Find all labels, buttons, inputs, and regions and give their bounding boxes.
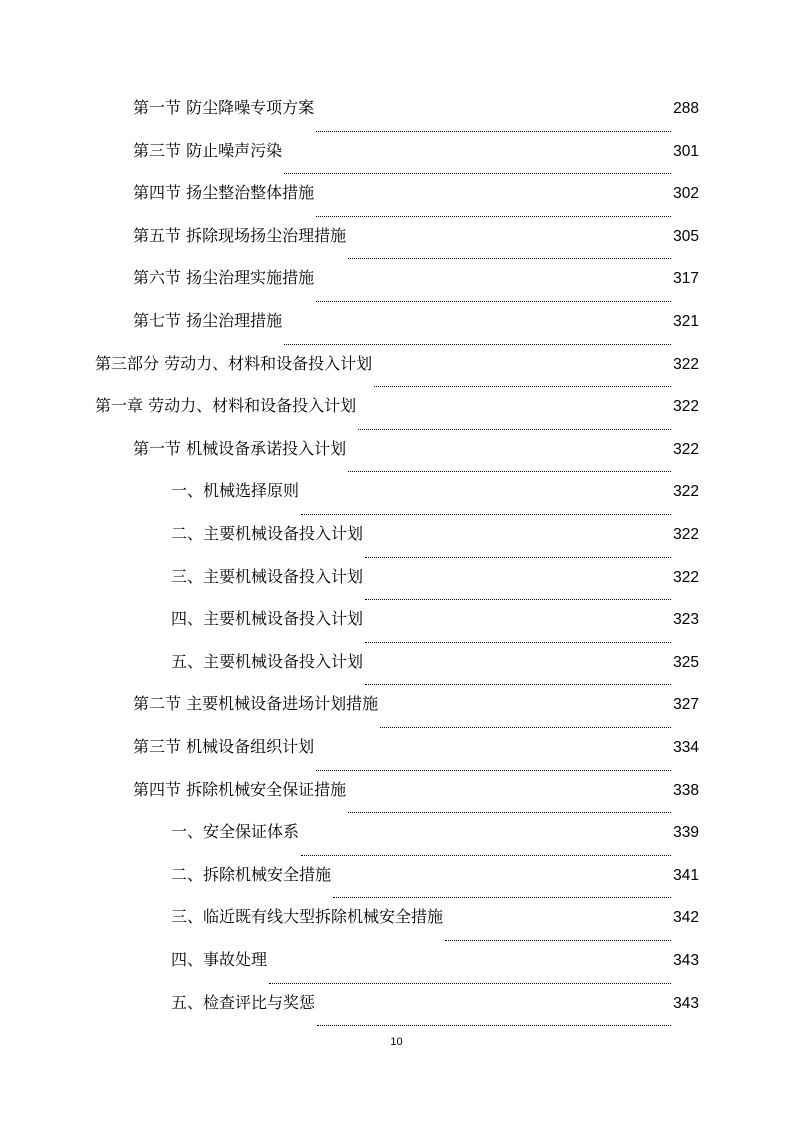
toc-entry-page: 342 <box>673 909 699 927</box>
toc-entry-label: 二、主要机械设备投入计划 <box>171 524 364 543</box>
dot-leader <box>284 343 671 345</box>
toc-entry[interactable] <box>95 351 699 394</box>
toc-entry-page: 322 <box>673 398 699 416</box>
toc-entry-label: 第三节 防止噪声污染 <box>133 140 283 160</box>
toc-entry-label: 第一节 机械设备承诺投入计划 <box>133 438 347 458</box>
dot-leader <box>301 513 671 515</box>
dot-leader <box>269 982 671 984</box>
page-number: 10 <box>390 1036 403 1048</box>
toc-entry-label: 一、机械选择原则 <box>171 481 300 501</box>
toc-entry-page: 322 <box>673 440 699 458</box>
toc-entry[interactable] <box>171 947 699 990</box>
dot-leader <box>445 939 671 941</box>
toc-entry[interactable] <box>95 393 699 436</box>
toc-entry[interactable] <box>133 436 699 479</box>
toc-entry[interactable] <box>133 734 699 777</box>
toc-entry[interactable] <box>133 691 699 734</box>
toc-entry-label: 二、拆除机械安全措施 <box>171 864 332 884</box>
dot-leader <box>365 683 671 685</box>
toc-entry-label: 五、检查评比与奖惩 <box>171 992 316 1012</box>
toc-entry-page: 322 <box>673 568 699 586</box>
toc-entry[interactable] <box>171 564 699 607</box>
toc-entry-page: 327 <box>673 696 699 714</box>
toc-entry[interactable] <box>133 223 699 266</box>
dot-leader <box>333 896 671 898</box>
toc-entry[interactable] <box>171 521 699 564</box>
toc-entry-label: 第四节 拆除机械安全保证措施 <box>133 779 347 799</box>
toc-entry-label: 第六节 扬尘治理实施措施 <box>133 268 315 288</box>
toc-entry-label: 第一章 劳动力、材料和设备投入计划 <box>95 396 357 416</box>
dot-leader <box>316 215 671 217</box>
toc-entry-page: 322 <box>673 355 699 373</box>
toc-entry-page: 339 <box>673 824 699 842</box>
dot-leader <box>348 811 671 813</box>
toc-entry[interactable] <box>133 308 699 351</box>
toc-entry[interactable] <box>171 606 699 649</box>
dot-leader <box>284 172 671 174</box>
dot-leader <box>358 428 671 430</box>
toc-entry-label: 第三节 机械设备组织计划 <box>133 737 315 756</box>
toc-entry-page: 302 <box>673 185 699 203</box>
toc-entry-page: 334 <box>673 739 699 756</box>
dot-leader <box>316 300 671 302</box>
toc-entry[interactable] <box>171 819 699 862</box>
toc-entry-page: 343 <box>673 952 699 969</box>
toc-entry[interactable] <box>171 862 699 905</box>
toc-entry-page: 305 <box>673 227 699 245</box>
dot-leader <box>301 854 671 856</box>
toc-entry-page: 288 <box>673 100 699 117</box>
toc-entry-page: 322 <box>673 483 699 501</box>
toc-entry-label: 第四节 扬尘整治整体措施 <box>133 183 315 203</box>
toc-entry-label: 四、主要机械设备投入计划 <box>171 609 364 629</box>
toc-entry[interactable] <box>133 777 699 820</box>
toc-entry-label: 第五节 拆除现场扬尘治理措施 <box>133 225 347 245</box>
dot-leader <box>365 598 671 600</box>
toc-entry[interactable] <box>133 265 699 308</box>
toc-entry[interactable] <box>133 95 699 138</box>
toc-entry-label: 一、安全保证体系 <box>171 822 300 842</box>
toc-entry-label: 第二节 主要机械设备进场计划措施 <box>133 694 379 714</box>
dot-leader <box>316 130 671 132</box>
toc-entry-label: 三、主要机械设备投入计划 <box>171 566 364 586</box>
toc-entry-page: 343 <box>673 994 699 1012</box>
dot-leader <box>348 257 671 259</box>
toc-entry[interactable] <box>171 649 699 692</box>
toc-entry[interactable] <box>171 904 699 947</box>
toc-entry-page: 301 <box>673 142 699 160</box>
toc-entry[interactable] <box>171 478 699 521</box>
toc-entry-page: 322 <box>673 526 699 543</box>
toc-entry-label: 五、主要机械设备投入计划 <box>171 651 364 671</box>
toc-entry-page: 338 <box>673 781 699 799</box>
toc-entry[interactable] <box>133 138 699 181</box>
toc-entry[interactable] <box>171 990 699 1033</box>
toc-entry-page: 323 <box>673 611 699 629</box>
toc-entry-label: 第三部分 劳动力、材料和设备投入计划 <box>95 353 373 373</box>
dot-leader <box>380 726 671 728</box>
dot-leader <box>316 769 671 771</box>
toc-entry-label: 第七节 扬尘治理措施 <box>133 311 283 330</box>
toc-entry-page: 325 <box>673 653 699 671</box>
toc-entry-page: 317 <box>673 270 699 288</box>
dot-leader <box>365 641 671 643</box>
toc-entry[interactable] <box>133 180 699 223</box>
toc-entry-label: 第一节 防尘降噪专项方案 <box>133 98 315 117</box>
toc-entry-page: 341 <box>673 866 699 884</box>
dot-leader <box>317 1024 671 1026</box>
dot-leader <box>348 470 671 472</box>
dot-leader <box>374 385 671 387</box>
toc-entry-label: 三、临近既有线大型拆除机械安全措施 <box>171 907 444 927</box>
dot-leader <box>365 556 671 558</box>
toc-entry-page: 321 <box>673 313 699 330</box>
toc-entry-label: 四、事故处理 <box>171 950 268 969</box>
